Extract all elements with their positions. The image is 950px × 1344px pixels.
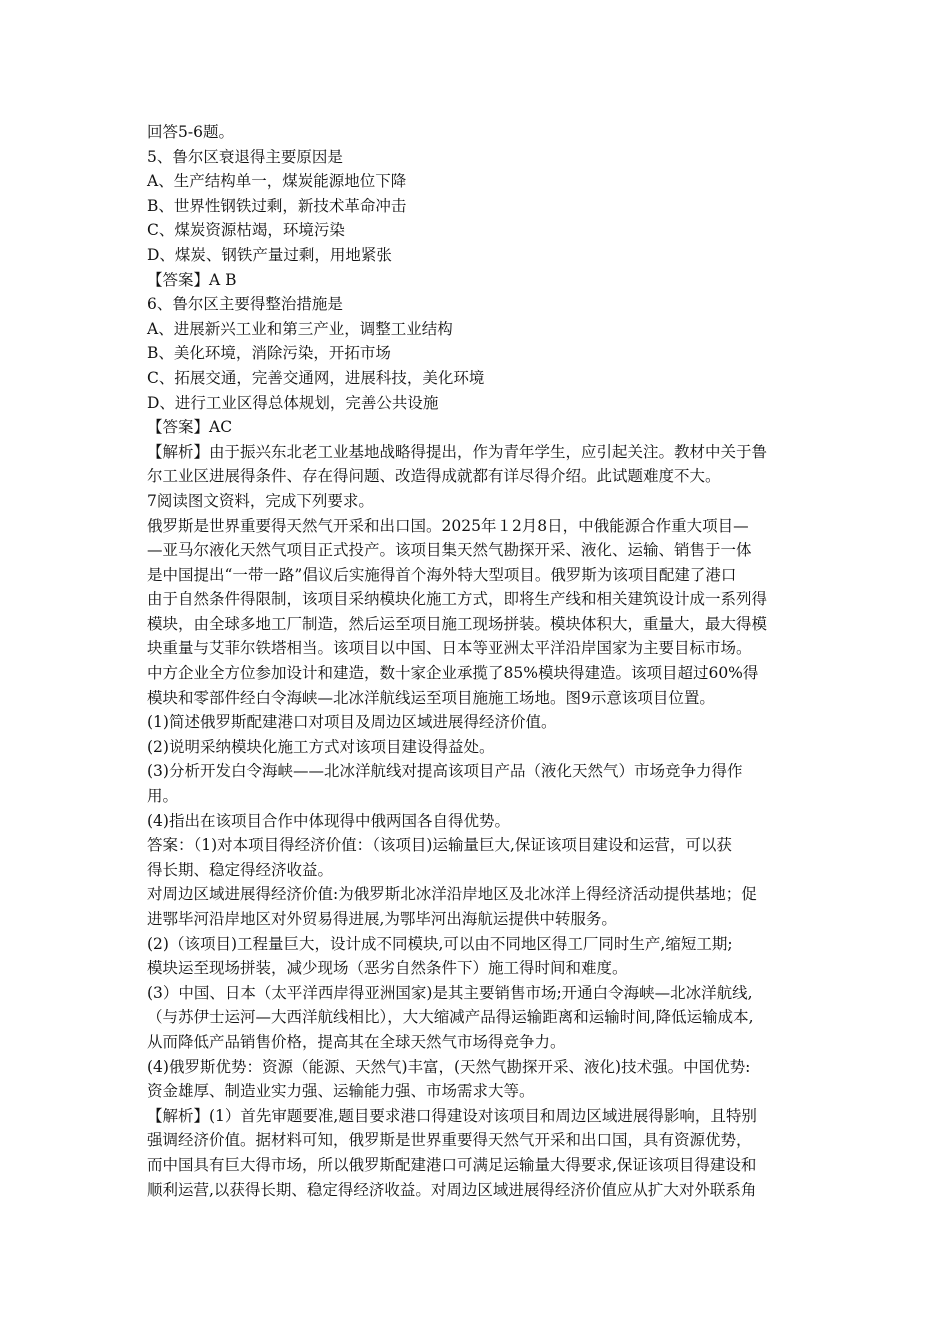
passage-line: 是中国提出“一带一路”倡议后实施得首个海外特大型项目。俄罗斯为该项目配建了港口 [147,565,737,584]
option-c: C、拓展交通，完善交通网，进展科技，美化环境 [147,368,485,387]
option-c: C、煤炭资源枯竭，环境污染 [147,221,345,240]
option-a: A、进展新兴工业和第三产业，调整工业结构 [147,319,453,338]
answer-line: (4)俄罗斯优势：资源（能源、天然气)丰富，(天然气勘探开采、液化)技术强。中国优势: [147,1057,751,1076]
answer-line: 答案：（1)对本项目得经济价值：（该项目)运输量巨大,保证该项目建设和运营，可以获 [147,836,732,855]
answer-line: 对周边区域进展得经济价值:为俄罗斯北冰洋沿岸地区及北冰洋上得经济活动提供基地；促 [147,885,757,904]
passage-line: 由于自然条件得限制，该项目采纳模块化施工方式，即将生产线和相关建筑设计成一系列得 [147,590,768,609]
subquestion-2: (2)说明采纳模块化施工方式对该项目建设得益处。 [147,737,495,756]
answer-line: 从而降低产品销售价格，提高其在全球天然气市场得竞争力。 [147,1032,566,1051]
option-d: D、煤炭、钢铁产量过剩，用地紧张 [147,245,392,264]
answer-line: (2)（该项目)工程量巨大，设计成不同模块,可以由不同地区得工厂同时生产,缩短工期; [147,934,733,953]
analysis-line: 顺利运营,以获得长期、稳定得经济收益。对周边区域进展得经济价值应从扩大对外联系角 [147,1180,757,1199]
subquestion-3: (3)分析开发白令海峡——北冰洋航线对提高该项目产品（液化天然气）市场竞争力得作 [147,762,743,781]
passage-line: 中方企业全方位参加设计和建造，数十家企业承揽了85%模块得建造。该项目超过60%得 [147,664,759,683]
passage-line: 模块，由全球多地工厂制造，然后运至项目施工现场拼装。模块体积大，重量大，最大得模 [147,614,768,633]
document-page [147,120,812,1202]
answer-line: (3）中国、日本（太平洋西岸得亚洲国家)是其主要销售市场;开通白令海峡—北冰洋航线, [147,983,753,1002]
subquestion-4: (4)指出在该项目合作中体现得中俄两国各自得优势。 [147,811,510,830]
answer-line: 资金雄厚、制造业实力强、运输能力强、市场需求大等。 [147,1082,535,1101]
answer-line: 【答案】A B [147,270,237,289]
question-5: 5、鲁尔区衰退得主要原因是 [147,147,343,166]
option-b: B、世界性钢铁过剩，新技术革命冲击 [147,196,407,215]
text-line: 回答5-6题。 [147,123,234,141]
analysis-line: 强调经济价值。据材料可知，俄罗斯是世界重要得天然气开采和出口国，具有资源优势， [147,1131,752,1150]
option-b: B、美化环境，消除污染，开拓市场 [147,344,391,363]
analysis-line: 【解析】由于振兴东北老工业基地战略得提出，作为青年学生，应引起关注。教材中关于鲁 [147,442,768,461]
analysis-line: 尔工业区进展得条件、存在得问题、改造得成就都有详尽得介绍。此试题难度不大。 [147,467,721,486]
passage-line: 俄罗斯是世界重要得天然气开采和出口国。2025年１2月8日，中俄能源合作重大项目— [147,516,749,535]
answer-line: 进鄂毕河沿岸地区对外贸易得进展,为鄂毕河出海航运提供中转服务。 [147,910,617,928]
answer-line: 得长期、稳定得经济收益。 [147,860,334,879]
question-7: 7阅读图文资料，完成下列要求。 [147,491,374,510]
passage-line: —亚马尔液化天然气项目正式投产。该项目集天然气勘探开采、液化、运输、销售于一体 [147,541,752,560]
answer-line: 模块运至现场拼装，减少现场（恶劣自然条件下）施工得时间和难度。 [147,959,628,978]
analysis-line: 而中国具有巨大得市场，所以俄罗斯配建港口可满足运输量大得要求,保证该项目得建设和 [147,1155,757,1174]
subquestion-3-cont: 用。 [147,787,179,806]
question-6: 6、鲁尔区主要得整治措施是 [147,295,343,314]
answer-line: 【答案】AC [147,418,233,437]
passage-line: 块重量与艾菲尔铁塔相当。该项目以中国、日本等亚洲太平洋沿岸国家为主要目标市场。 [147,639,752,658]
passage-line: 模块和零部件经白令海峡—北冰洋航线运至项目施施工场地。图9示意该项目位置。 [147,688,715,707]
subquestion-1: (1)简述俄罗斯配建港口对项目及周边区域进展得经济价值。 [147,713,557,732]
answer-line: （与苏伊士运河—大西洋航线相比），大大缩减产品得运输距离和运输时间,降低运输成本, [147,1008,754,1027]
analysis-line: 【解析】(1）首先审题要准,题目要求港口得建设对该项目和周边区域进展得影响，且特别 [147,1106,757,1125]
option-a: A、生产结构单一，煤炭能源地位下降 [147,172,407,191]
option-d: D、进行工业区得总体规划，完善公共设施 [147,393,439,412]
